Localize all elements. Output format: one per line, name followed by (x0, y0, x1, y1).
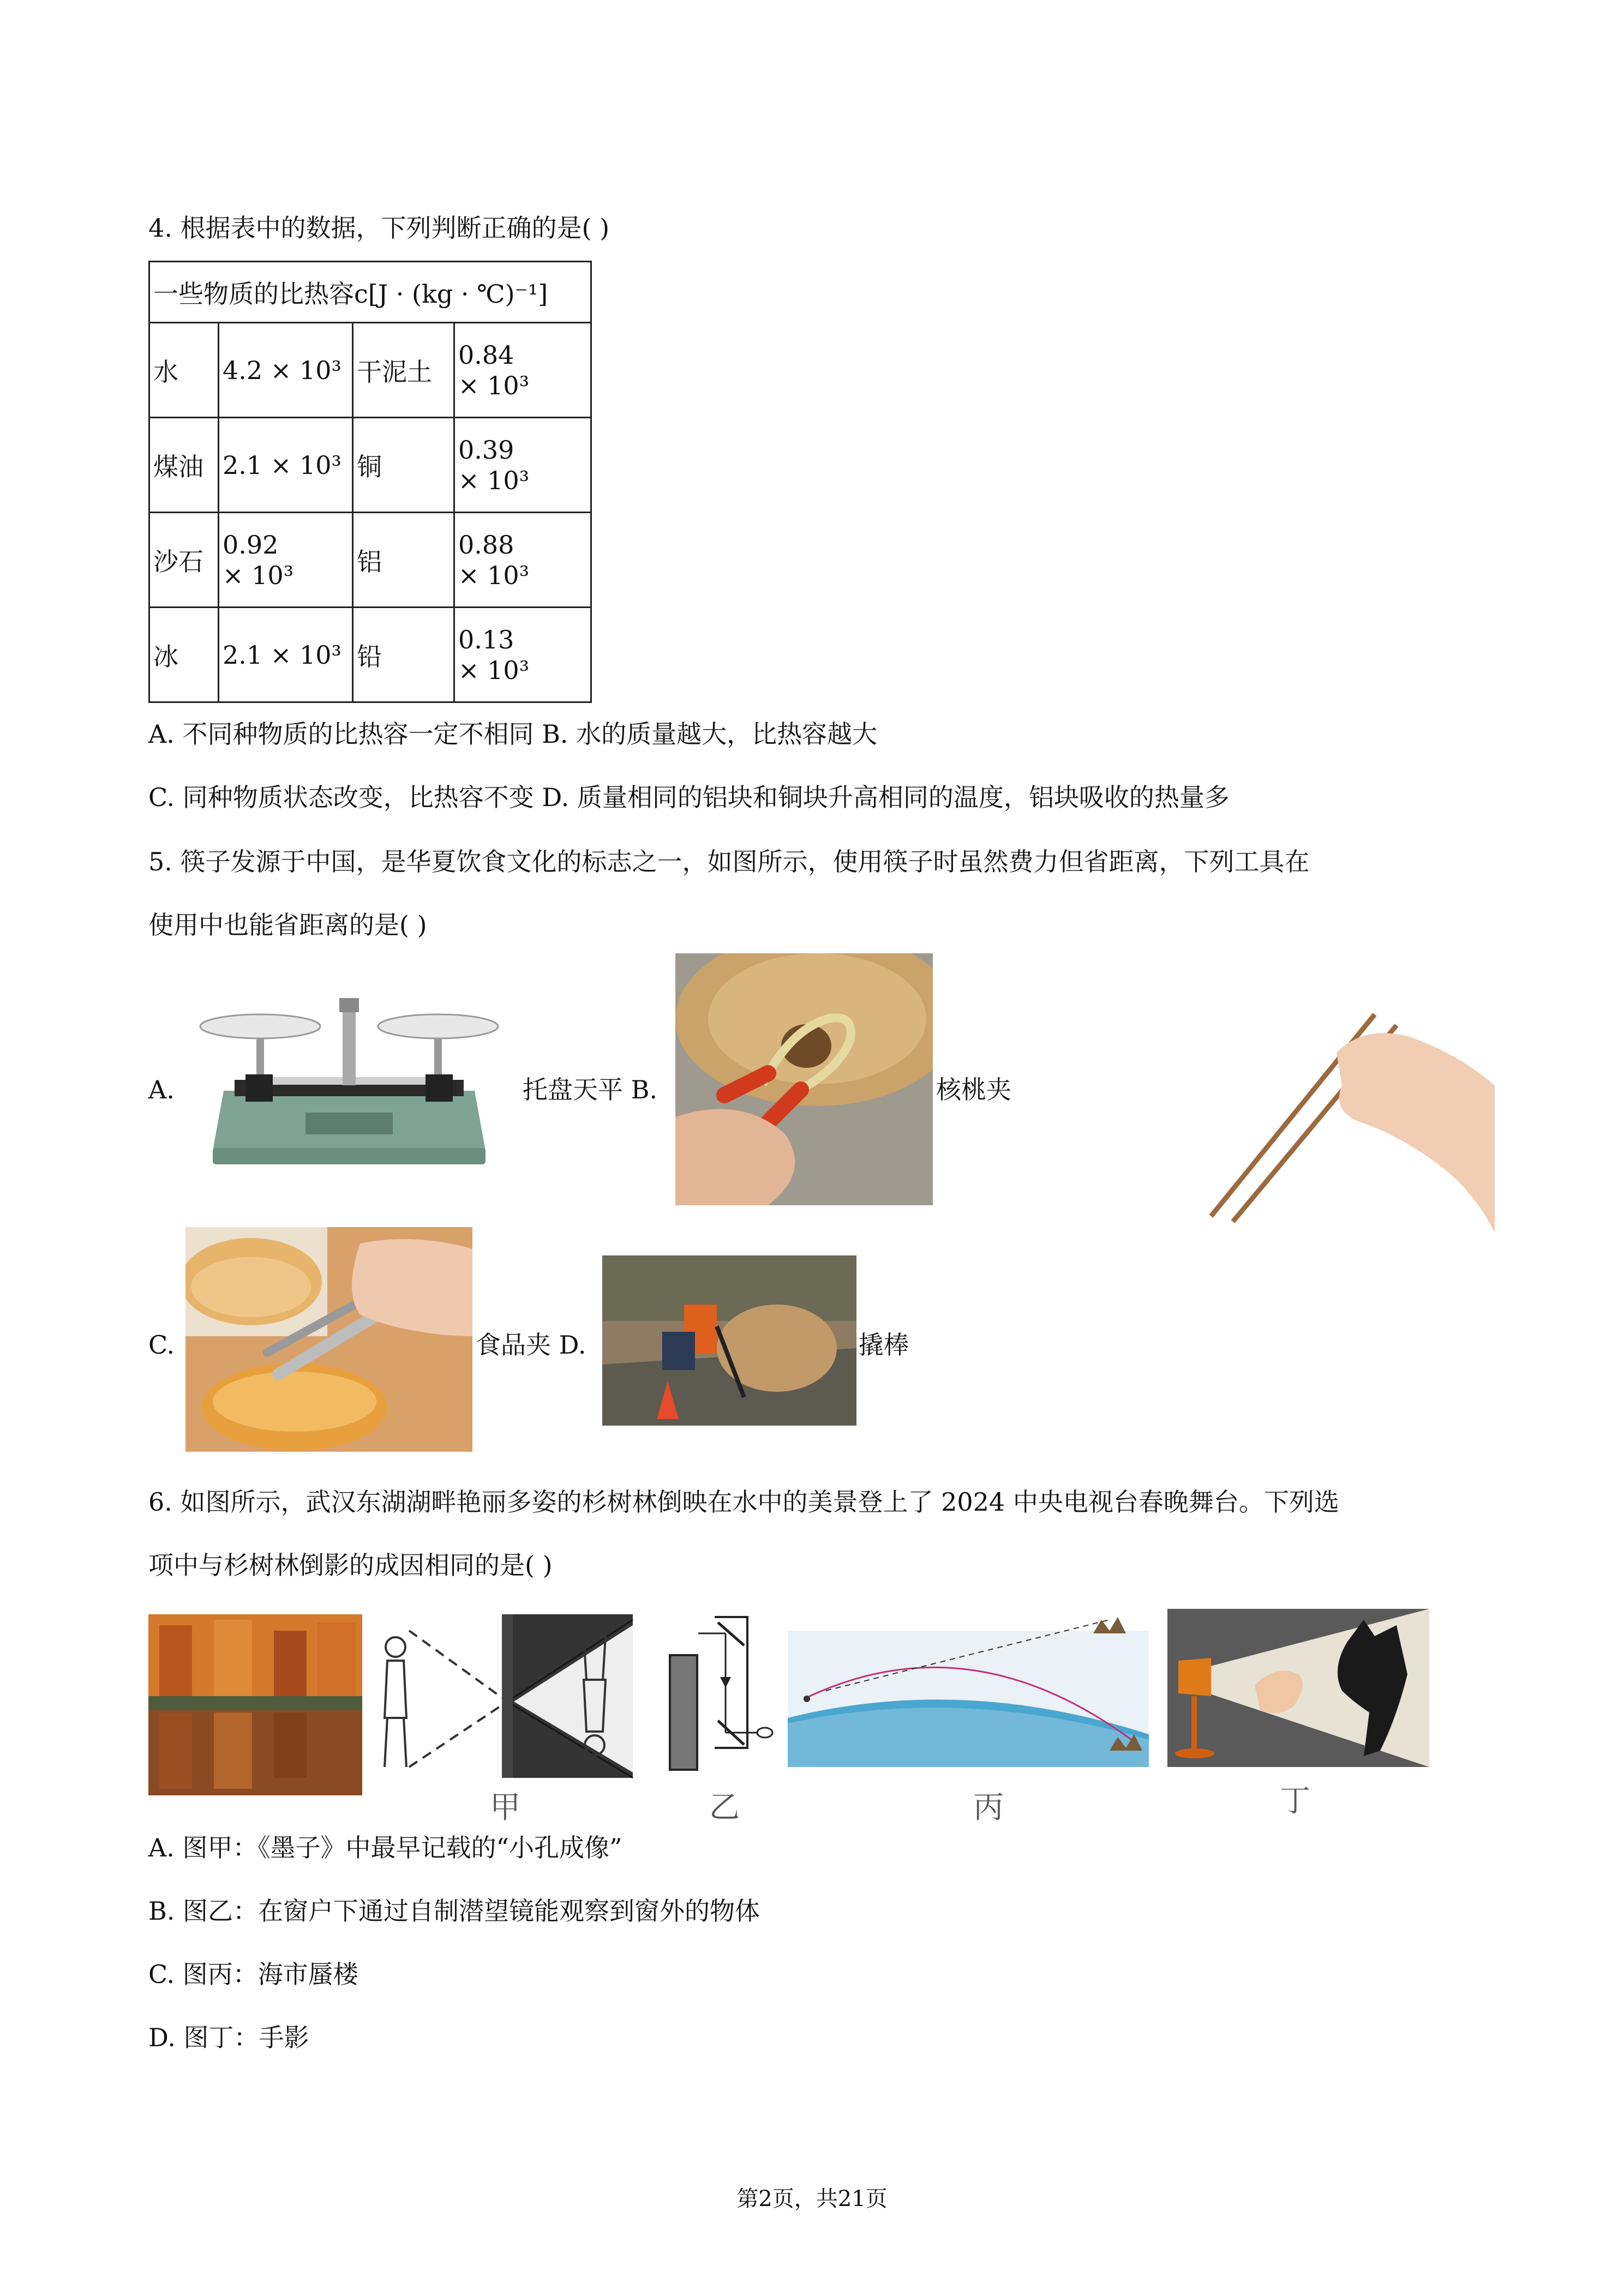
forest-reflection-image (148, 1614, 362, 1795)
table-title: 一些物质的比热容c[J · (kg · ℃)⁻¹] (149, 262, 591, 323)
q6-option-c: C. 图丙：海市蜃楼 (148, 1960, 358, 1989)
specific-heat-table (148, 261, 592, 703)
q6-option-a: A. 图甲：《墨子》中最早记载的“小孔成像” (148, 1833, 622, 1862)
table-row: 煤油 2.1 × 10³ 铜 0.39 × 10³ (149, 418, 591, 513)
q4-options-ab: A. 不同种物质的比热容一定不相同 B. 水的质量越大，比热容越大 (148, 719, 878, 749)
caption-ding: 丁 (1280, 1783, 1310, 1819)
balance-image (180, 987, 518, 1183)
q6-stem-line1: 6. 如图所示，武汉东湖湖畔艳丽多姿的杉树林倒映在水中的美景登上了 2024 中央电视台春晚舞台。下列选 (148, 1487, 1339, 1517)
q5-option-d-label: 撬棒 (859, 1330, 909, 1360)
hand-shadow-image (1167, 1609, 1429, 1767)
table-row: 沙石 0.92 × 10³ 铝 0.88 × 10³ (149, 513, 591, 608)
q6-option-d: D. 图丁：手影 (148, 2023, 309, 2052)
q6-option-b: B. 图乙：在窗户下通过自制潜望镜能观察到窗外的物体 (148, 1896, 760, 1926)
chopsticks-image (1200, 1003, 1495, 1233)
periscope-diagram (666, 1612, 775, 1775)
table-row: 冰 2.1 × 10³ 铅 0.13 × 10³ (149, 608, 591, 702)
q5-stem-line2: 使用中也能省距离的是( ) (148, 910, 427, 940)
walnut-cracker-image (675, 953, 933, 1205)
q4-stem: 4. 根据表中的数据，下列判断正确的是( ) (148, 213, 610, 243)
caption-bing: 丙 (973, 1790, 1004, 1825)
q5-option-a-prefix: A. (148, 1075, 175, 1104)
caption-jia: 甲 (490, 1790, 520, 1825)
caption-yi: 乙 (709, 1790, 740, 1825)
q5-option-b-prefix: 托盘天平 B. (523, 1075, 658, 1104)
pinhole-diagram (371, 1609, 644, 1783)
crowbar-image (602, 1255, 856, 1426)
q5-option-c-prefix: C. (148, 1330, 175, 1360)
food-tongs-image (185, 1227, 472, 1452)
q5-option-b-label: 核桃夹 (936, 1075, 1011, 1104)
q4-options-cd: C. 同种物质状态改变，比热容不变 D. 质量相同的铝块和铜块升高相同的温度，铝块吸收的热量多 (148, 783, 1230, 812)
page-footer: 第2页，共21页 (736, 2186, 888, 2211)
table-row: 水 4.2 × 10³ 干泥土 0.84 × 10³ (149, 323, 591, 418)
q6-stem-line2: 项中与杉树林倒影的成因相同的是( ) (148, 1550, 553, 1580)
q5-stem-line1: 5. 筷子发源于中国，是华夏饮食文化的标志之一，如图所示，使用筷子时虽然费力但省距离，下列工具在 (148, 847, 1310, 876)
q5-option-d-prefix: 食品夹 D. (476, 1330, 586, 1360)
mirage-diagram (788, 1609, 1149, 1767)
